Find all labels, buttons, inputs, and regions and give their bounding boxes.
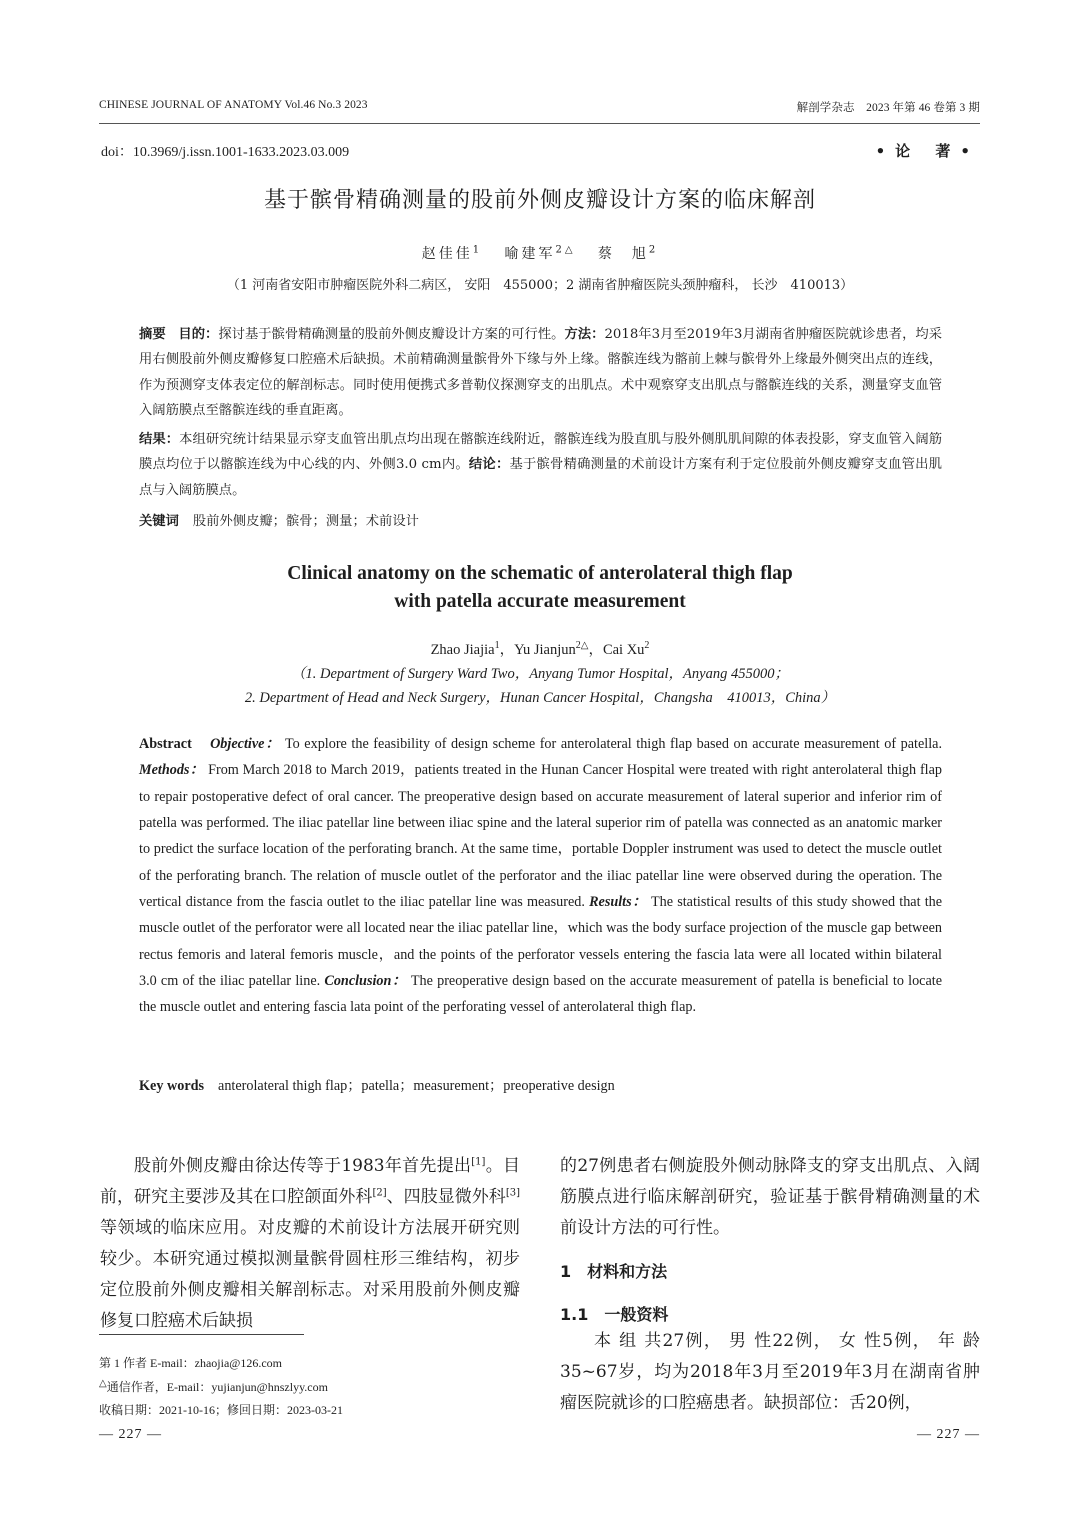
footnote-dates: 收稿日期：2021-10-16；修回日期：2023-03-21: [99, 1403, 343, 1417]
en-abstract-label: Abstract: [139, 736, 192, 752]
cn-abstract-results: [139, 427, 942, 503]
body-text: 等领域的临床应用。对皮瓣的术前设计方法展开研究则较少。本研究通过模拟测量髌骨圆柱形三维结构，初步定位股前外侧皮瓣相关解剖标志。对采用股前外侧皮瓣修复口腔癌术后缺损: [100, 1218, 520, 1331]
body-text: 股前外侧皮瓣由徐达传等于1983年首先提出: [134, 1156, 472, 1176]
author-sup: 1: [472, 244, 483, 256]
body-text: 、四肢显微外科: [386, 1187, 506, 1207]
footnote-corresponding: [99, 1378, 328, 1395]
en-results-text: The statistical results of this study showed that the muscle outlet of the perforator were all located near the iliac patellar line，which was the body surface projection of the muscle gap between rectus femoris and lateral femoris muscle，and the points of the perforator vessels entering the fascia lata were all located within bilateral 3.0 cm of the iliac patellar line.: [139, 894, 943, 990]
en-objective-text: To explore the feasibility of design scheme for anterolateral thigh flap based on accurate measurement of patella.: [284, 736, 943, 752]
en-title: [0, 560, 1080, 616]
triangle-icon: △: [99, 1378, 107, 1389]
conclusion-text: 基于髌骨精确测量的术前设计方案有利于定位股前外侧皮瓣穿支血管出肌点与入阔筋膜点。: [139, 457, 943, 498]
methods-label: 方法：: [564, 327, 605, 342]
en-title-line1: Clinical anatomy on the schematic of anterolateral thigh flap: [287, 563, 793, 584]
citation: [3]: [505, 1187, 520, 1199]
body-right-paragraph-2: 本 组 共27例， 男 性22例， 女 性5例， 年 龄35~67岁，均为2018年3月至2019年3月在湖南省肿瘤医院就诊的口腔癌患者。缺损部位：舌20例，: [560, 1331, 980, 1413]
author-name: Zhao Jiajia: [430, 642, 495, 658]
en-methods-text: From March 2018 to March 2019，patients treated in the Hunan Cancer Hospital were treated with right anterolateral thigh flap to repair postoperative defect of oral cancer. The preoperative design based on accurate measurement of lateral superior and inferior rim of patella was performed. The iliac patellar line between iliac spine and the lateral superior rim of patella was connected as an anatomic marker to predict the surface location of the perforating branch. At the same time，portable Doppler instrument was used to detect the muscle outlet of the perforating branch. The relation of muscle outlet of the perforator and the iliac patellar line were observed during the operation. The vertical distance from the fascia outlet to the iliac patellar line was measured.: [139, 762, 942, 911]
section-heading: 1 材料和方法: [560, 1262, 668, 1281]
page-number-right: — 227 —: [917, 1427, 980, 1442]
en-affiliation-line2: 2. Department of Head and Neck Surgery，Hunan Cancer Hospital，Changsha 410013，China）: [244, 690, 836, 706]
subsection-heading: 1.1 一般资料: [560, 1305, 669, 1324]
en-conclusion-text: The preoperative design based on the accurate measurement of patella is beneficial to locate the muscle outlet and entering fascia lata point of the perforating vessel of anterolateral thigh flap.: [139, 973, 943, 1016]
en-authors: Zhao Jiajia$^1$，Yu Jianjun$^{2\triangle}$，Cai Xu$^2$: [430, 640, 650, 658]
citation: [2]: [372, 1187, 387, 1199]
en-results-label: Results：: [589, 894, 648, 911]
journal-name-cn: 解剖学杂志 2023 年第 46 卷第 3 期: [796, 102, 980, 114]
en-affiliation-line1: （1. Department of Surgery Ward Two，Anyang Tumor Hospital，Anyang 455000；: [291, 666, 789, 682]
en-keywords-text: anterolateral thigh flap；patella；measurement；preoperative design: [218, 1078, 615, 1094]
objective-text: 探讨基于髌骨精确测量的股前外侧皮瓣设计方案的可行性。: [218, 327, 565, 342]
footnote-text: 通信作者，E-mail：yujianjun@hnszlyy.com: [106, 1380, 328, 1394]
section-tag: •论 著•: [875, 142, 980, 160]
objective-label: 目的：: [178, 327, 219, 342]
en-keywords-label: Key words: [139, 1078, 205, 1094]
author-name: 蔡 旭: [597, 246, 649, 262]
cn-affiliation: （1 河南省安阳市肿瘤医院外科二病区， 安阳 455000；2 湖南省肿瘤医院头颈肿瘤科， 长沙 410013）: [226, 278, 854, 293]
methods-text: 2018年3月至2019年3月湖南省肿瘤医院就诊患者，均采用右侧股前外侧皮瓣修复口腔癌术后缺损。术前精确测量髌骨外下缘与外上缘。髂髌连线为髂前上棘与髌骨外上缘最外侧突出点的连线，作为预测穿支体表定位的解剖标志。同时使用便携式多普勒仪探测穿支的出肌点。术中观察穿支出肌点与髂髌连线的关系，测量穿支血管入阔筋膜点至髂髌连线的垂直距离。: [139, 327, 943, 418]
cn-keywords: [139, 510, 419, 529]
author-name: 赵佳佳: [421, 246, 473, 262]
en-conclusion-label: Conclusion：: [324, 973, 407, 990]
footnote-divider: [99, 1334, 304, 1335]
body-left-paragraph: [100, 1151, 520, 1337]
author-sup: 2: [648, 244, 659, 256]
cn-abstract: [139, 322, 942, 423]
en-keywords: [139, 1075, 615, 1095]
author-name: 喻建军: [504, 246, 556, 262]
body-text: 。目前，研究主要涉及其在口腔颌面外科: [100, 1156, 521, 1207]
en-objective-label: Objective：: [210, 736, 281, 752]
page-number-left: — 227 —: [99, 1427, 162, 1442]
footnote-first-author: 第 1 作者 E-mail：zhaojia@126.com: [99, 1356, 283, 1370]
conclusion-label: 结论：: [468, 457, 510, 473]
author-name: Yu Jianjun: [514, 642, 576, 658]
author-sup: 2△: [575, 640, 589, 652]
journal-name-en: CHINESE JOURNAL OF ANATOMY Vol.46 No.3 2023: [99, 99, 368, 111]
abstract-label: 摘要: [139, 327, 166, 342]
en-title-line2: with patella accurate measurement: [394, 591, 686, 612]
results-text: 本组研究统计结果显示穿支血管出肌点均出现在髂髌连线附近，髂髌连线为股直肌与股外侧肌肌间隙的体表投影，穿支血管入阔筋膜点均位于以髂髌连线为中心线的内、外侧3.0 cm内。: [139, 432, 943, 473]
author-sup: 2△: [555, 244, 576, 256]
author-name: Cai Xu: [602, 642, 645, 658]
en-abstract: [139, 731, 942, 1021]
results-label: 结果：: [139, 432, 180, 447]
citation: [1]: [471, 1156, 486, 1168]
author-sup: 1: [494, 640, 500, 652]
doi: doi：10.3969/j.issn.1001-1633.2023.03.009: [101, 145, 350, 160]
en-methods-label: Methods：: [139, 762, 205, 779]
cn-authors: [0, 243, 1080, 263]
author-sup: 2: [644, 640, 650, 652]
body-right-paragraph: 的27例患者右侧旋股外侧动脉降支的穿支出肌点、入阔筋膜点进行临床解剖研究，验证基于髌骨精确测量的术前设计方法的可行性。: [560, 1156, 980, 1238]
keywords-label: 关键词: [139, 514, 179, 529]
header-divider: [99, 123, 980, 124]
keywords-text: 股前外侧皮瓣；髌骨；测量；术前设计: [192, 514, 419, 529]
page-title: 基于髌骨精确测量的股前外侧皮瓣设计方案的临床解剖: [263, 188, 816, 213]
